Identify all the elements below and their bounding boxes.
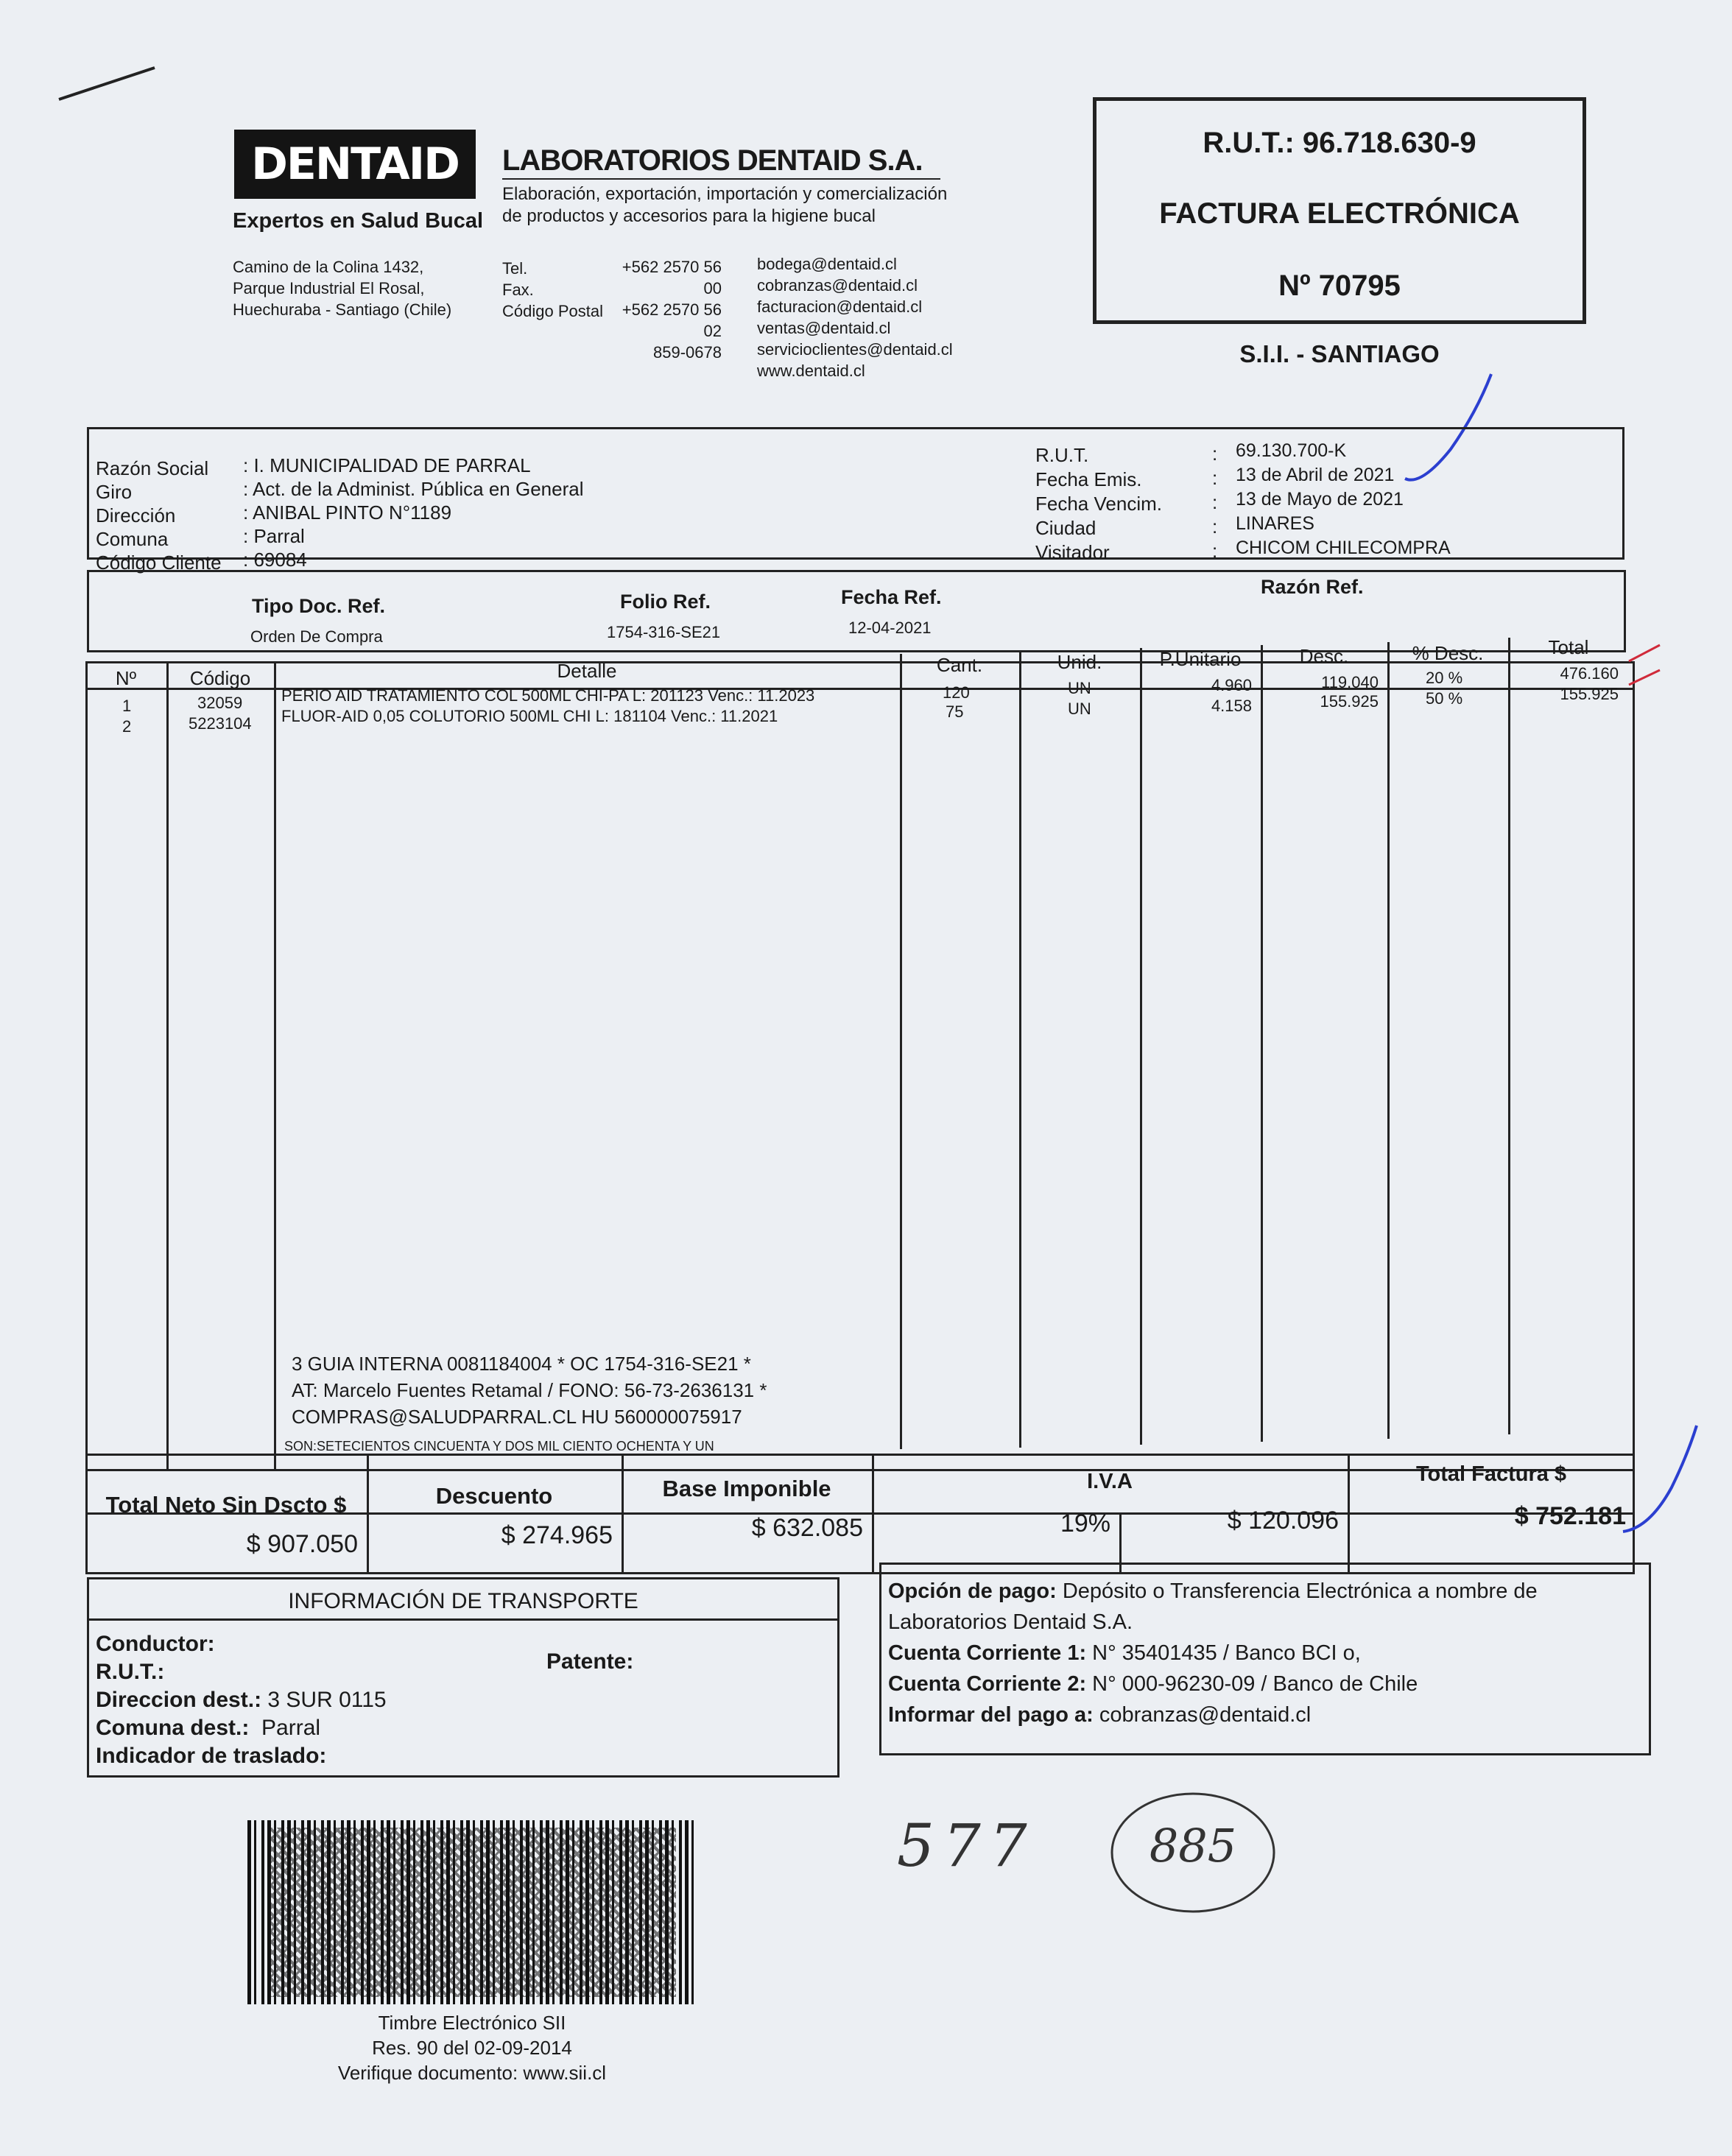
handwritten-circled-number: 885 — [1149, 1819, 1237, 1873]
row2-punit: 4.158 — [1211, 697, 1252, 715]
row1-detalle: PERIO AID TRATAMIENTO COL 500ML CHI-PA L: 201123 Venc.: 11.2023 — [281, 686, 815, 705]
row2-detalle: FLUOR-AID 0,05 COLUTORIO 500ML CHI L: 181104 Venc.: 11.2021 — [281, 707, 778, 725]
row1-unid: UN — [1068, 679, 1091, 697]
col-codigo: Código — [189, 667, 251, 689]
col-total: Total — [1548, 636, 1589, 658]
base-label: Base Imponible — [662, 1476, 831, 1501]
invoice-number: Nº 70795 — [1278, 270, 1401, 302]
sii-office: S.I.I. - SANTIAGO — [1239, 340, 1440, 367]
client-values: : I. MUNICIPALIDAD DE PARRAL : Act. de la Administ. Pública en General : ANIBAL PINTO N°1189 : Parral : 69084 — [243, 454, 584, 571]
payment-info: Opción de pago: Depósito o Transferencia Electrónica a nombre de Laboratorios Dentaid S.A. Cuenta Corriente 1: N° 35401435 / Banco BCI o, Cuenta Corriente 2: N° 000-96230-09 / Banco de Chile Informar del pago a: cobranzas@dentaid.cl — [888, 1579, 1538, 1727]
client-labels: Razón Social Giro Dirección Comuna Código Cliente — [96, 457, 222, 574]
row2-codigo: 5223104 — [189, 714, 252, 733]
descuento-label: Descuento — [435, 1483, 553, 1509]
iva-value: $ 120.096 — [1227, 1507, 1339, 1535]
row1-codigo: 32059 — [197, 694, 243, 712]
ref-tipo: Orden De Compra — [250, 627, 383, 646]
row2-pdesc: 50 % — [1426, 689, 1463, 708]
company-name: LABORATORIOS DENTAID S.A. — [502, 144, 923, 177]
col-punit: P.Unitario — [1159, 648, 1242, 670]
company-description-1: Elaboración, exportación, importación y comercialización — [502, 184, 948, 204]
row1-punit: 4.960 — [1211, 676, 1252, 694]
total-label: Total Factura $ — [1415, 1462, 1567, 1486]
row1-cant: 120 — [943, 683, 970, 702]
company-description-2: de productos y accesorios para la higiene bucal — [502, 206, 876, 226]
ref-tipo-label: Tipo Doc. Ref. — [252, 595, 386, 617]
iva-pct: 19% — [1060, 1509, 1110, 1537]
pen-mark — [52, 59, 162, 110]
row2-unid: UN — [1068, 700, 1091, 718]
ref-razon-label: Razón Ref. — [1261, 576, 1364, 598]
patente-label: Patente: — [546, 1649, 634, 1674]
company-address: Camino de la Colina 1432, Parque Industrial El Rosal, Huechuraba - Santiago (Chile) — [233, 258, 452, 319]
invoice-type: FACTURA ELECTRÓNICA — [1159, 197, 1520, 230]
col-n: Nº — [115, 667, 137, 689]
neto-label: Total Neto Sin Dscto $ — [105, 1492, 347, 1518]
sii-barcode — [247, 1820, 697, 2004]
company-contact-labels: Tel. Fax. Código Postal — [502, 259, 603, 320]
transport-labels: Conductor: R.U.T.: Direccion dest.: 3 SUR 0115 Comuna dest.: Parral Indicador de traslado: — [96, 1632, 387, 1768]
ref-fecha: 12-04-2021 — [848, 619, 932, 637]
transport-title: INFORMACIÓN DE TRANSPORTE — [288, 1589, 638, 1613]
row1-total: 476.160 — [1560, 664, 1619, 683]
row1-pdesc: 20 % — [1426, 669, 1463, 687]
ref-fecha-label: Fecha Ref. — [841, 586, 942, 608]
dentaid-logo: DENTAID — [234, 130, 476, 199]
sii-stamp-text: Timbre Electrónico SII Res. 90 del 02-09-2014 Verifique documento: www.sii.cl — [337, 2012, 607, 2084]
row2-total: 155.925 — [1560, 685, 1619, 703]
company-emails: bodega@dentaid.cl cobranzas@dentaid.cl facturacion@dentaid.cl ventas@dentaid.cl servicioclientes@dentaid.cl www.dentaid.cl — [757, 255, 953, 380]
issuer-rut: R.U.T.: 96.718.630-9 — [1203, 127, 1476, 159]
iva-label: I.V.A — [1087, 1470, 1133, 1493]
row2-desc: 155.925 — [1320, 692, 1379, 711]
client-right-labels: R.U.T. Fecha Emis. Fecha Vencim. Ciudad Visitador — [1035, 444, 1162, 563]
client-right-values: 69.130.700-K 13 de Abril de 2021 13 de Mayo de 2021 LINARES CHICOM CHILECOMPRA — [1236, 440, 1451, 558]
base-value: $ 632.085 — [751, 1514, 863, 1542]
row2-n: 2 — [122, 717, 132, 736]
col-unid: Unid. — [1057, 651, 1102, 673]
amount-in-words: SON:SETECIENTOS CINCUENTA Y DOS MIL CIENTO OCHENTA Y UN — [284, 1439, 714, 1454]
col-desc: Desc. — [1299, 645, 1349, 667]
descuento-value: $ 274.965 — [501, 1521, 613, 1549]
company-contact-values: +562 2570 56 00 +562 2570 56 02 859-0678 — [622, 258, 722, 362]
col-cant: Cant. — [936, 654, 983, 676]
red-check-marks — [1627, 641, 1664, 707]
neto-value: $ 907.050 — [246, 1530, 358, 1558]
total-value: $ 752.181 — [1514, 1502, 1626, 1530]
client-right-colons: : : : : : — [1212, 443, 1218, 562]
company-tagline: Expertos en Salud Bucal — [233, 209, 484, 233]
blue-check-mark-total — [1620, 1421, 1701, 1546]
row2-cant: 75 — [946, 702, 964, 721]
handwritten-number: 577 — [897, 1811, 1036, 1880]
ref-folio: 1754-316-SE21 — [607, 623, 721, 641]
row1-n: 1 — [122, 697, 132, 715]
col-pdesc: % Desc. — [1412, 642, 1484, 664]
row1-desc: 119.040 — [1321, 673, 1379, 691]
invoice-notes: 3 GUIA INTERNA 0081184004 * OC 1754-316-SE21 * AT: Marcelo Fuentes Retamal / FONO: 56-73-2636131 * COMPRAS@SALUDPARRAL.CL HU 560000075917 — [292, 1353, 767, 1428]
col-detalle: Detalle — [557, 660, 617, 682]
ref-folio-label: Folio Ref. — [620, 591, 711, 613]
items-table — [85, 661, 1635, 1471]
